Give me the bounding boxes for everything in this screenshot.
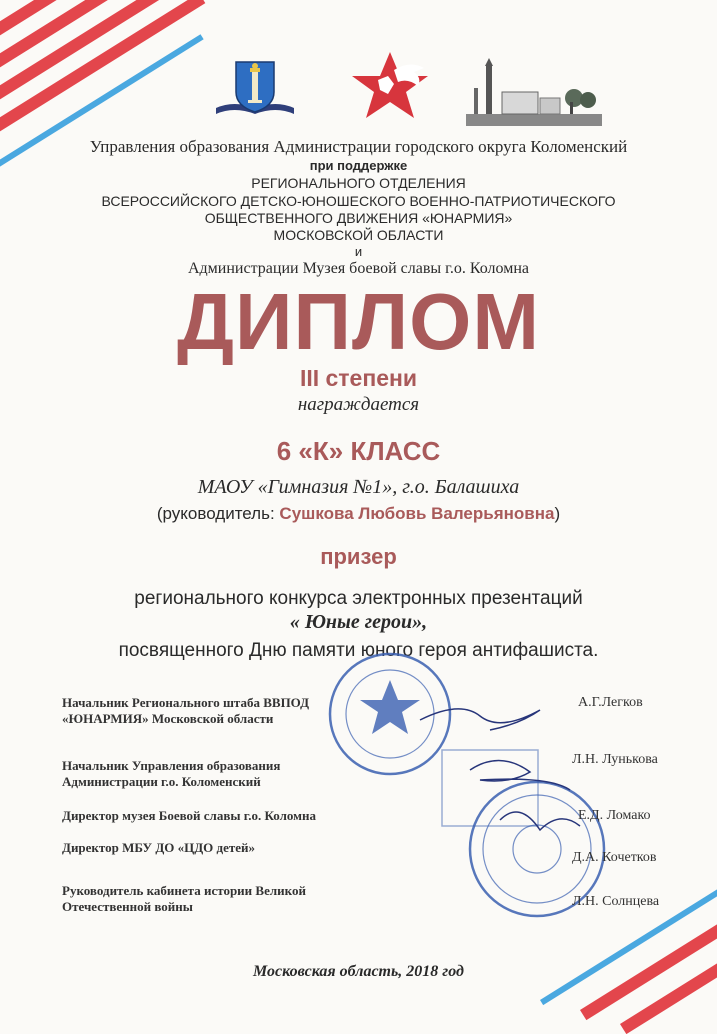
leader-label: руководитель:: [162, 504, 280, 523]
org-line-2: ВСЕРОССИЙСКОГО ДЕТСКО-ЮНОШЕСКОГО ВОЕННО-ПАТРИОТИЧЕСКОГО: [101, 193, 616, 209]
kolomna-coat-of-arms-icon: [212, 56, 298, 120]
recipient: 6 «К» КЛАСС: [276, 436, 441, 466]
contest-name: « Юные герои»,: [289, 611, 428, 633]
org-line-4: МОСКОВСКОЙ ОБЛАСТИ: [273, 227, 444, 243]
signature-position-5: Руководитель кабинета истории Великой Отечественной войны: [62, 883, 306, 914]
signature-marks: [400, 680, 600, 870]
signature-position-1: Начальник Регионального штаба ВВПОД «ЮНАРМИЯ» Московской области: [62, 695, 310, 726]
signature-name-3: Е.Д. Ломако: [578, 808, 651, 823]
school: МАОУ «Гимназия №1», г.о. Балашиха: [197, 476, 520, 498]
support-label: при поддержке: [309, 158, 408, 173]
conjunction: и: [354, 244, 363, 259]
awarded-label: награждается: [297, 394, 420, 415]
status: призер: [320, 544, 397, 569]
leader-line: [0, 504, 717, 524]
signature-position-3: Директор музея Боевой славы г.о. Коломна: [62, 808, 316, 823]
signature-position-2: Начальник Управления образования Администрации г.о. Коломенский: [62, 758, 281, 789]
war-memorial-icon: [466, 58, 602, 126]
leader-name: Сушкова Любовь Валерьяновна: [279, 504, 555, 523]
contest-line-3: посвященного Дню памяти юного героя антифашиста.: [118, 640, 599, 661]
signature-position-4: Директор МБУ ДО «ЦДО детей»: [62, 840, 256, 855]
signature-name-4: Д.А. Кочетков: [572, 850, 657, 865]
issuer-line: Управления образования Администрации городского округа Коломенский: [89, 137, 628, 156]
museum-line: Администрации Музея боевой славы г.о. Коломна: [187, 260, 530, 277]
org-line-3: ОБЩЕСТВЕННОГО ДВИЖЕНИЯ «ЮНАРМИЯ»: [204, 210, 513, 226]
contest-line-1: регионального конкурса электронных презентаций: [134, 588, 583, 609]
signature-name-5: Л.Н. Солнцева: [572, 894, 660, 909]
org-line-1: РЕГИОНАЛЬНОГО ОТДЕЛЕНИЯ: [251, 175, 466, 191]
footer-place-year: Московская область, 2018 год: [253, 963, 464, 980]
signature-name-1: А.Г.Легков: [578, 695, 643, 710]
diploma-title: ДИПЛОМ: [177, 277, 540, 366]
yunarmia-star-emblem-icon: [344, 50, 436, 122]
signature-name-2: Л.Н. Лунькова: [572, 752, 658, 767]
leader-close: ): [554, 504, 561, 523]
leader-open: (: [156, 504, 163, 523]
degree: III степени: [299, 365, 418, 391]
